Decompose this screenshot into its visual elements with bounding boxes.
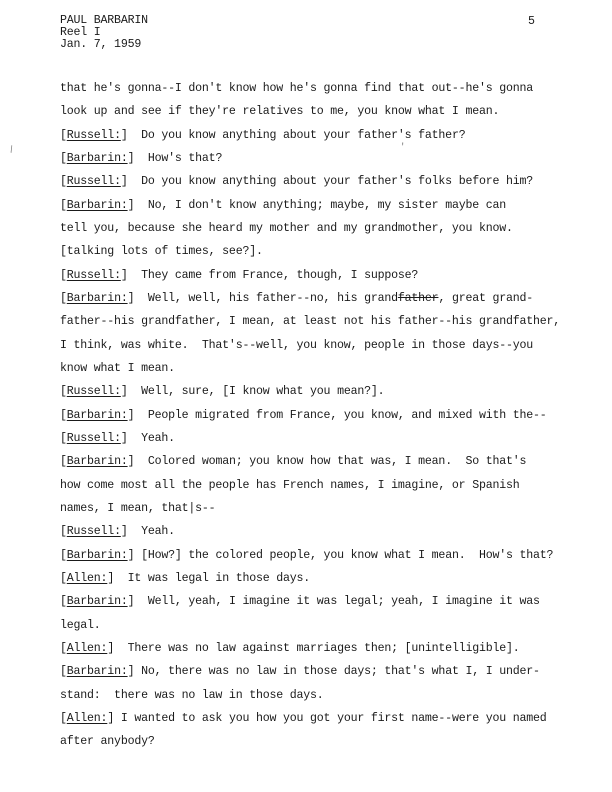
speaker-name: Barbarin:	[66, 665, 128, 679]
line-text: ] It was legal in those days.	[107, 571, 311, 585]
transcript-line	[60, 77, 608, 100]
transcript-line	[60, 684, 608, 707]
line-text: ] Do you know anything about your father's folks before him?	[120, 175, 534, 189]
line-text: [	[60, 175, 67, 189]
speaker-name: Allen:	[66, 711, 108, 725]
line-text: that he's gonna--I don't know how he's gonna find that out--he's gonna	[60, 82, 534, 95]
transcript-line	[60, 147, 608, 170]
transcript-line	[60, 730, 608, 753]
line-text: [	[60, 571, 67, 585]
line-text: [	[60, 595, 67, 609]
transcript-line	[60, 590, 608, 613]
line-text: [	[60, 385, 67, 399]
transcript-line	[60, 100, 608, 123]
transcript-line	[60, 170, 608, 193]
line-text: ] Colored woman; you know how that was, I mean. So that's	[127, 455, 527, 469]
line-text: ] I wanted to ask you how you got your first name--were you named	[107, 711, 547, 725]
transcript-line	[60, 217, 608, 240]
line-text: ] [How?] the colored people, you know what I mean. How's that?	[127, 548, 554, 562]
transcript-line	[60, 427, 608, 450]
transcript-line	[60, 567, 608, 590]
line-text: [	[60, 198, 67, 212]
line-text: legal.	[60, 618, 101, 632]
transcript-line	[60, 310, 608, 333]
line-text: [	[60, 525, 67, 539]
line-text: [	[60, 548, 67, 562]
line-text: [	[60, 291, 67, 305]
line-text: ] No, I don't know anything; maybe, my sister maybe can	[127, 198, 507, 212]
transcript-line	[60, 334, 608, 357]
struck-text: father	[397, 291, 439, 305]
line-text: ] How's that?	[127, 151, 223, 165]
transcript-line	[60, 637, 608, 660]
line-text: [	[60, 128, 67, 142]
speaker-name: Allen:	[66, 571, 108, 585]
line-text: names, I mean, that|s--	[60, 501, 216, 515]
speaker-name: Barbarin:	[66, 548, 128, 562]
transcript-line	[60, 707, 608, 730]
speaker-name: Russell:	[66, 431, 121, 445]
line-text: look up and see if they're relatives to me, you know what I mean.	[60, 105, 500, 119]
margin-mark: \	[5, 144, 16, 156]
line-text: ] Yeah.	[120, 525, 175, 539]
speaker-name: Barbarin:	[66, 291, 128, 305]
speaker-name: Barbarin:	[66, 595, 128, 609]
page-number: 5	[528, 15, 535, 28]
transcript-line	[60, 660, 608, 683]
line-text: ] There was no law against marriages then; [unintelligible].	[107, 641, 520, 655]
transcript-line	[60, 497, 608, 520]
line-text: ] Well, yeah, I imagine it was legal; yeah, I imagine it was	[127, 595, 540, 609]
line-text: [	[60, 268, 67, 282]
line-text: [	[60, 665, 67, 679]
header-name: PAUL BARBARIN	[60, 14, 148, 27]
line-text: , great grand-	[438, 291, 534, 305]
line-text: ] Well, well, his father--no, his grand	[127, 291, 398, 305]
line-text: stand: there was no law in those days.	[60, 688, 324, 702]
line-text: ] They came from France, though, I suppose?	[120, 268, 419, 282]
line-text: [	[60, 408, 67, 422]
line-text: know what I mean.	[60, 361, 175, 375]
transcript-line	[60, 264, 608, 287]
speaker-name: Russell:	[66, 268, 121, 282]
transcript-line	[60, 474, 608, 497]
line-text: [	[60, 455, 67, 469]
speaker-name: Barbarin:	[66, 151, 128, 165]
line-text: father--his grandfather, I mean, at least not his father--his grandfather,	[60, 315, 561, 329]
speaker-name: Barbarin:	[66, 455, 128, 469]
line-text: how come most all the people has French names, I imagine, or Spanish	[60, 478, 520, 492]
transcript-line	[60, 357, 608, 380]
transcript-line	[60, 380, 608, 403]
speaker-name: Russell:	[66, 385, 121, 399]
line-text: ] Do you know anything about your father's father?	[120, 128, 466, 142]
line-text: after anybody?	[60, 735, 155, 749]
line-text: [	[60, 431, 67, 445]
line-text: ] Well, sure, [I know what you mean?].	[120, 385, 385, 399]
transcript-line	[60, 544, 608, 567]
line-text: ] No, there was no law in those days; that's what I, I under-	[127, 665, 540, 679]
line-text: ] Yeah.	[120, 431, 175, 445]
line-text: [talking lots of times, see?].	[60, 245, 263, 259]
transcript-line	[60, 450, 608, 473]
transcript-line	[60, 404, 608, 427]
line-text: ] People migrated from France, you know, and mixed with the--	[127, 408, 547, 422]
line-text: [	[60, 711, 67, 725]
transcript-body	[60, 77, 608, 754]
speaker-name: Russell:	[66, 128, 121, 142]
transcript-line	[60, 124, 608, 147]
transcript-line	[60, 520, 608, 543]
transcript-line	[60, 240, 608, 263]
transcript-line	[60, 287, 608, 310]
line-text: [	[60, 151, 67, 165]
speaker-name: Barbarin:	[66, 408, 128, 422]
speaker-name: Russell:	[66, 525, 121, 539]
speaker-name: Barbarin:	[66, 198, 128, 212]
speaker-name: Allen:	[66, 641, 108, 655]
line-text: I think, was white. That's--well, you know, people in those days--you	[60, 338, 534, 352]
header-date: Jan. 7, 1959	[60, 38, 142, 51]
stray-mark: '	[400, 142, 406, 152]
line-text: tell you, because she heard my mother and my grandmother, you know.	[60, 221, 513, 235]
header-reel: Reel I	[60, 26, 101, 39]
transcript-line	[60, 614, 608, 637]
transcript-line	[60, 194, 608, 217]
speaker-name: Russell:	[66, 175, 121, 189]
line-text: [	[60, 641, 67, 655]
